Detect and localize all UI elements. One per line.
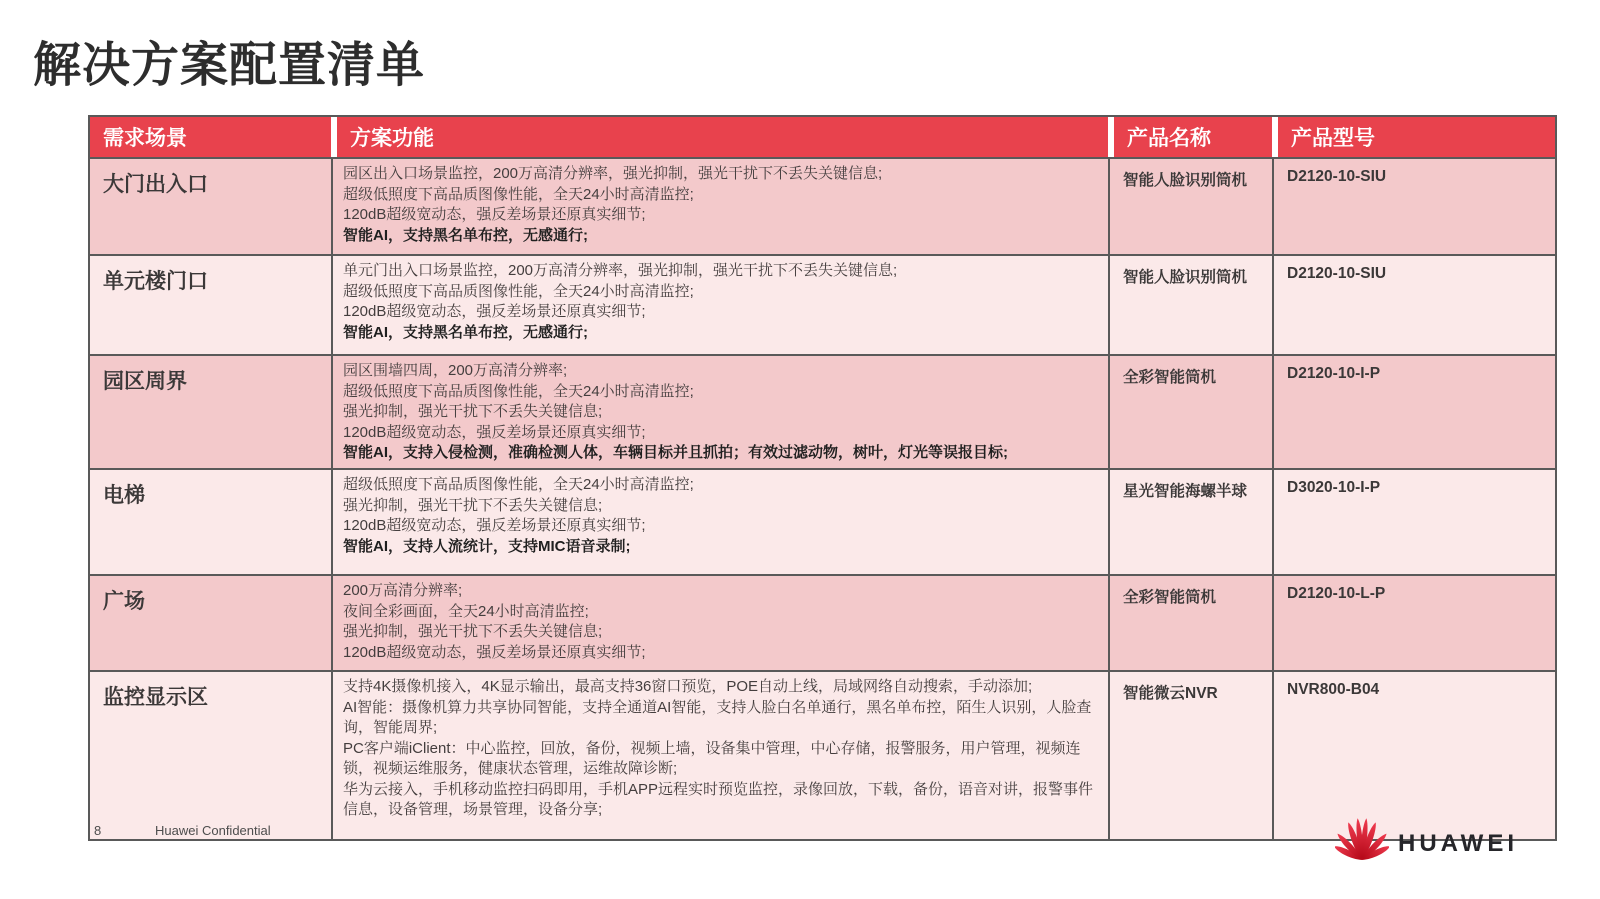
product-cell: 智能人脸识别筒机 bbox=[1108, 256, 1272, 354]
scene-cell: 园区周界 bbox=[103, 370, 187, 393]
header-cell-features: 方案功能 bbox=[331, 117, 1108, 157]
scene-cell: 广场 bbox=[103, 590, 145, 613]
features-cell bbox=[331, 256, 1108, 354]
model-cell: NVR800-B04 bbox=[1272, 672, 1555, 839]
features-cell bbox=[331, 576, 1108, 670]
feature-line: 120dB超级宽动态，强反差场景还原真实细节; bbox=[343, 206, 646, 223]
page-title: 解决方案配置清单 bbox=[33, 39, 426, 92]
header-cell-model: 产品型号 bbox=[1272, 117, 1555, 157]
feature-line: 120dB超级宽动态，强反差场景还原真实细节; bbox=[343, 423, 646, 441]
feature-line: PC客户端iClient：中心监控，回放，备份，视频上墙，设备集中管理，中心存储，报警服务，用户管理，视频连锁，视频运维服务，健康状态管理，运维故障诊断; bbox=[343, 739, 1081, 777]
feature-line: 超级低照度下高品质图像性能，全天24小时高清监控; bbox=[343, 476, 694, 493]
scene-cell: 电梯 bbox=[103, 484, 145, 507]
features-cell bbox=[331, 470, 1108, 574]
scene-cell: 单元楼门口 bbox=[103, 270, 208, 293]
ai-feature-line: 智能AI，支持黑名单布控，无感通行; bbox=[343, 323, 588, 341]
confidential-label: Huawei Confidential bbox=[155, 823, 271, 838]
header-cell-scene: 需求场景 bbox=[90, 117, 331, 157]
scene-cell: 监控显示区 bbox=[103, 686, 208, 709]
model-cell: D2120-10-I-P bbox=[1272, 356, 1555, 468]
ai-feature-line: 智能AI，支持黑名单布控，无感通行; bbox=[343, 226, 588, 244]
model-cell: D3020-10-I-P bbox=[1272, 470, 1555, 574]
feature-line: 强光抑制，强光干扰下不丢失关键信息; bbox=[343, 403, 603, 420]
ai-feature-line: 智能AI，支持人流统计，支持MIC语音录制; bbox=[343, 537, 631, 555]
feature-line: 夜间全彩画面，全天24小时高清监控; bbox=[343, 602, 589, 620]
huawei-logo bbox=[1335, 816, 1518, 867]
feature-line: AI智能：摄像机算力共享协同智能，支持全通道AI智能，支持人脸白名单通行，黑名单布控，陌生人识别，人脸查询，智能周界; bbox=[343, 698, 1092, 736]
scene-cell: 大门出入口 bbox=[103, 173, 208, 196]
feature-line: 园区出入口场景监控，200万高清分辨率，强光抑制，强光干扰下不丢失关键信息; bbox=[343, 165, 883, 182]
header-cell-product: 产品名称 bbox=[1108, 117, 1272, 157]
ai-feature-line: 智能AI，支持入侵检测，准确检测人体，车辆目标并且抓拍；有效过滤动物，树叶，灯光等误报目标; bbox=[343, 444, 1008, 461]
feature-line: 华为云接入，手机移动监控扫码即用，手机APP远程实时预览监控，录像回放，下载，备份，语音对讲，报警事件信息，设备管理，场景管理，设备分享; bbox=[343, 780, 1094, 818]
table-row bbox=[90, 157, 1555, 254]
product-cell: 智能人脸识别筒机 bbox=[1108, 159, 1272, 254]
product-cell: 全彩智能筒机 bbox=[1108, 356, 1272, 468]
table-row bbox=[90, 670, 1555, 839]
feature-line: 120dB超级宽动态，强反差场景还原真实细节; bbox=[343, 517, 646, 534]
features-cell bbox=[331, 159, 1108, 254]
table-row bbox=[90, 574, 1555, 670]
solution-config-table bbox=[88, 115, 1557, 841]
feature-line: 强光抑制，强光干扰下不丢失关键信息; bbox=[343, 496, 603, 514]
table-row bbox=[90, 354, 1555, 468]
feature-line: 超级低照度下高品质图像性能，全天24小时高清监控; bbox=[343, 382, 694, 400]
table-row bbox=[90, 468, 1555, 574]
huawei-wordmark: HUAWEI bbox=[1398, 829, 1518, 857]
huawei-flower-icon bbox=[1335, 816, 1389, 867]
model-cell: D2120-10-SIU bbox=[1272, 159, 1555, 254]
features-cell bbox=[331, 356, 1108, 468]
feature-line: 单元门出入口场景监控，200万高清分辨率，强光抑制，强光干扰下不丢失关键信息; bbox=[343, 262, 898, 279]
feature-line: 120dB超级宽动态，强反差场景还原真实细节; bbox=[343, 303, 646, 320]
feature-line: 超级低照度下高品质图像性能，全天24小时高清监控; bbox=[343, 282, 694, 300]
table-row bbox=[90, 254, 1555, 354]
feature-line: 支持4K摄像机接入，4K显示输出，最高支持36窗口预览，POE自动上线，局域网络自动搜索，手动添加; bbox=[343, 678, 1033, 695]
product-cell: 全彩智能筒机 bbox=[1108, 576, 1272, 670]
model-cell: D2120-10-L-P bbox=[1272, 576, 1555, 670]
product-cell: 星光智能海螺半球 bbox=[1108, 470, 1272, 574]
feature-line: 园区围墙四周，200万高清分辨率; bbox=[343, 362, 568, 379]
product-cell: 智能微云NVR bbox=[1108, 672, 1272, 839]
feature-line: 强光抑制，强光干扰下不丢失关键信息; bbox=[343, 623, 603, 640]
features-cell bbox=[331, 672, 1108, 839]
page-number: 8 bbox=[94, 823, 102, 838]
feature-line: 超级低照度下高品质图像性能，全天24小时高清监控; bbox=[343, 185, 694, 203]
model-cell: D2120-10-SIU bbox=[1272, 256, 1555, 354]
feature-line: 120dB超级宽动态，强反差场景还原真实细节; bbox=[343, 643, 646, 661]
feature-line: 200万高清分辨率; bbox=[343, 582, 463, 599]
table-header-row bbox=[90, 117, 1555, 157]
